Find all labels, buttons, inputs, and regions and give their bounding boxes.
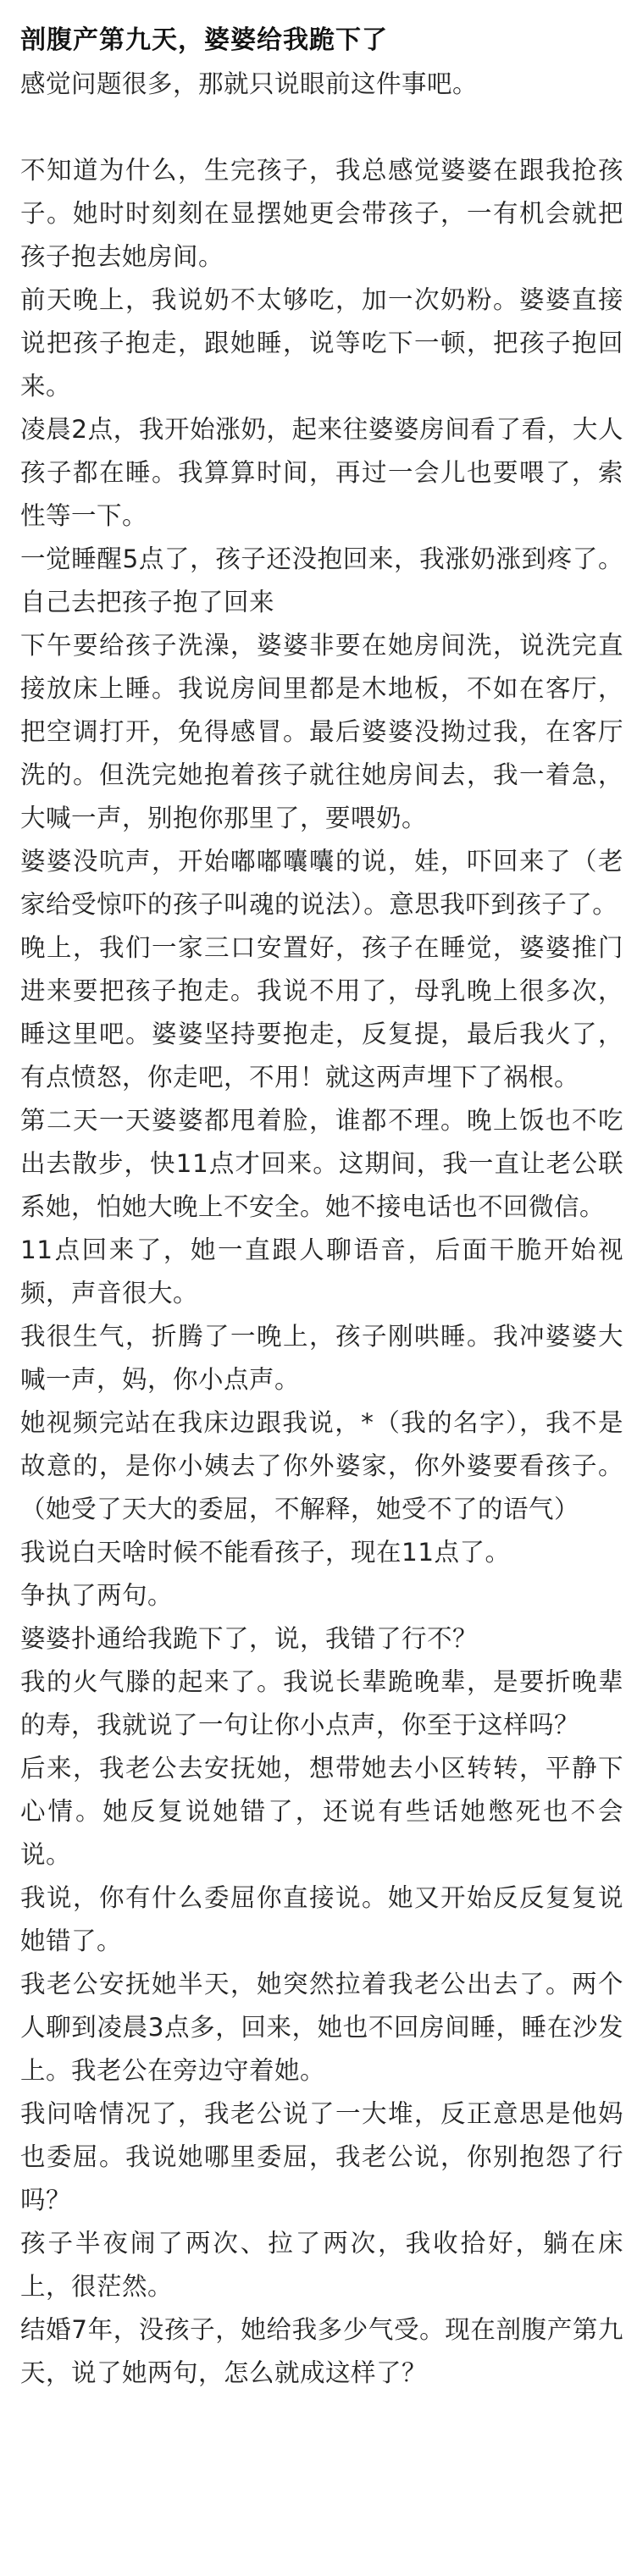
- post-paragraph: 婆婆扑通给我跪下了，说，我错了行不？: [20, 1624, 479, 1653]
- post-body: [20, 63, 623, 2395]
- post-paragraph: 下午要给孩子洗澡，婆婆非要在她房间洗，说洗完直接放床上睡。我说房间里都是木地板，不如在客厅，把空调打开，免得感冒。最后婆婆没拗过我，在客厅洗的。但洗完她抱着孩子就往她房间去，我一着急，大喊一声，别抱你那里了，要喂奶。: [20, 631, 623, 832]
- post-paragraph: 凌晨2点，我开始涨奶，起来往婆婆房间看了看，大人孩子都在睡。我算算时间，再过一会儿也要喂了，索性等一下。: [20, 415, 623, 530]
- post-paragraph: 我问啥情况了，我老公说了一大堆，反正意思是他妈也委屈。我说她哪里委屈，我老公说，你别抱怨了行吗？: [20, 2099, 623, 2214]
- post-paragraph: 晚上，我们一家三口安置好，孩子在睡觉，婆婆推门进来要把孩子抱走。我说不用了，母乳晚上很多次，睡这里吧。婆婆坚持要抱走，反复提，最后我火了，有点愤怒，你走吧，不用！就这两声埋下了祸根。: [20, 933, 623, 1092]
- post-paragraph: 我很生气，折腾了一晚上，孩子刚哄睡。我冲婆婆大喊一声，妈，你小点声。: [20, 1322, 623, 1394]
- post-paragraph: 不知道为什么，生完孩子，我总感觉婆婆在跟我抢孩子。她时时刻刻在显摆她更会带孩子，一有机会就把孩子抱去她房间。: [20, 156, 623, 271]
- post-paragraph: 她视频完站在我床边跟我说，*（我的名字），我不是故意的，是你小姨去了你外婆家，你外婆要看孩子。（她受了天大的委屈，不解释，她受不了的语气）: [20, 1408, 623, 1523]
- post-paragraph: 结婚7年，没孩子，她给我多少气受。现在剖腹产第九天，说了她两句，怎么就成这样了？: [20, 2315, 623, 2387]
- post-paragraph: 婆婆没吭声，开始嘟嘟囔囔的说，娃，吓回来了（老家给受惊吓的孩子叫魂的说法）。意思我吓到孩子了。: [20, 847, 623, 919]
- paragraph-spacer: [20, 106, 623, 149]
- post-paragraph: 11点回来了，她一直跟人聊语音，后面干脆开始视频，声音很大。: [20, 1235, 623, 1307]
- post-paragraph: 前天晚上，我说奶不太够吃，加一次奶粉。婆婆直接说把孩子抱走，跟她睡，说等吃下一顿，把孩子抱回来。: [20, 285, 623, 401]
- post-paragraph: 孩子半夜闹了两次、拉了两次，我收拾好，躺在床上，很茫然。: [20, 2229, 623, 2301]
- post-paragraph: 争执了两句。: [20, 1581, 174, 1610]
- post-title: 剖腹产第九天，婆婆给我跪下了: [20, 25, 388, 55]
- post-paragraph: 感觉问题很多，那就只说眼前这件事吧。: [20, 69, 479, 98]
- post-paragraph: 一觉睡醒5点了，孩子还没抱回来，我涨奶涨到疼了。自己去把孩子抱了回来: [20, 544, 623, 616]
- post-paragraph: 我的火气滕的起来了。我说长辈跪晚辈，是要折晚辈的寿，我就说了一句让你小点声，你至于这样吗？: [20, 1667, 623, 1739]
- post-paragraph: 我老公安抚她半天，她突然拉着我老公出去了。两个人聊到凌晨3点多，回来，她也不回房间睡，睡在沙发上。我老公在旁边守着她。: [20, 1970, 623, 2085]
- post-paragraph: 我说白天啥时候不能看孩子，现在11点了。: [20, 1538, 511, 1567]
- post-paragraph: 第二天一天婆婆都甩着脸，谁都不理。晚上饭也不吃出去散步，快11点才回来。这期间，我一直让老公联系她，怕她大晚上不安全。她不接电话也不回微信。: [20, 1106, 623, 1221]
- post-paragraph: 我说，你有什么委屈你直接说。她又开始反反复复说她错了。: [20, 1883, 623, 1955]
- post-paragraph: 后来，我老公去安抚她，想带她去小区转转，平静下心情。她反复说她错了，还说有些话她憋死也不会说。: [20, 1754, 623, 1869]
